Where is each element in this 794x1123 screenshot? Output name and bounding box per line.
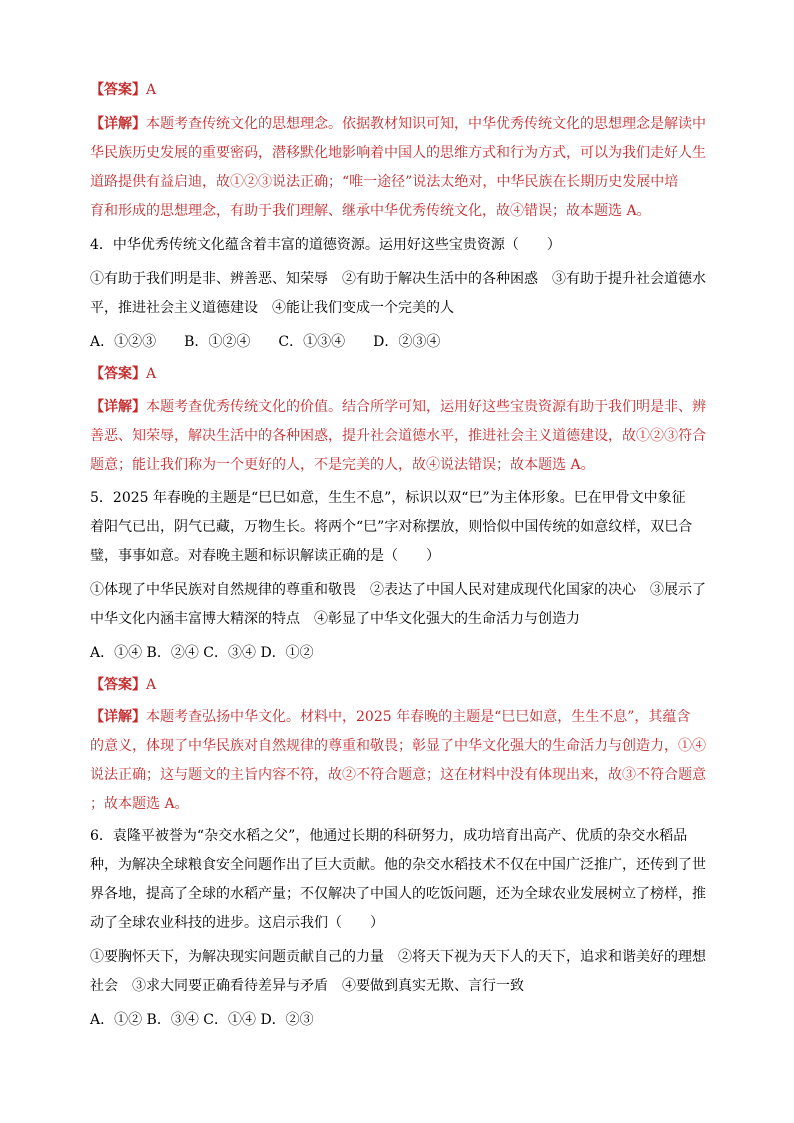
detail-line: [90, 706, 690, 728]
question-6-stem: 动了全球农业科技的进步。这启示我们（ ）: [90, 915, 384, 931]
question-6-options: A．①② B．③④ C．①④ D．②③: [90, 1012, 314, 1028]
detail-line: 的意义，体现了中华民族对自然规律的尊重和敬畏；彰显了中华文化强大的生命活力与创造力，①④: [90, 738, 706, 754]
detail-tag: 【详解】: [90, 116, 146, 132]
question-6-choices: 社会 ③求大同要正确看待差异与矛盾 ④要做到真实无欺、言行一致: [90, 978, 524, 994]
answer-tag: 【答案】: [90, 82, 146, 98]
question-6-stem: 种，为解决全球粮食安全问题作出了巨大贡献。他的杂交水稻技术不仅在中国广泛推广，还传到了世: [90, 857, 706, 873]
detail-line: [90, 113, 706, 135]
detail-line: [90, 396, 706, 418]
question-6-stem: 界各地，提高了全球的水稻产量；不仅解决了中国人的吃饭问题，还为全球农业发展树立了榜样，推: [90, 886, 706, 902]
question-6-choices: ①要胸怀天下，为解决现实问题贡献自己的力量 ②将天下视为天下人的天下，追求和谐美好的理想: [90, 949, 706, 965]
detail-text: 本题考查弘扬中华文化。材料中，2025 年春晚的主题是“巳巳如意，生生不息”，其蕴含: [146, 709, 691, 725]
question-5-choices: ①体现了中华民族对自然规律的尊重和敬畏 ②表达了中国人民对建成现代化国家的决心 ③展示了: [90, 582, 706, 598]
question-5-stem: 5．2025 年春晚的主题是“巳巳如意，生生不息”，标识以双“巳”为主体形象。巳在甲骨文中象征: [90, 490, 686, 506]
detail-line: 题意；能让我们称为一个更好的人，不是完美的人，故④说法错误；故本题选 A。: [90, 457, 595, 473]
detail-line: 道路提供有益启迪，故①②③说法正确；“唯一途径”说法太绝对，中华民族在长期历史发展中培: [90, 174, 679, 190]
question-4-choices: ①有助于我们明是非、辨善恶、知荣辱 ②有助于解决生活中的各种困惑 ③有助于提升社会道德水: [90, 271, 706, 287]
detail-line: 说法正确；这与题文的主旨内容不符，故②不符合题意；这在材料中没有体现出来，故③不符合题意: [90, 767, 706, 783]
question-4-choices: 平，推进社会主义道德建设 ④能让我们变成一个完美的人: [90, 300, 454, 316]
answer-line: [90, 674, 156, 696]
question-4-options: A．①②③ B．①②④ C．①③④ D．②③④: [90, 334, 441, 350]
question-6-stem: 6．袁隆平被誉为“杂交水稻之父”，他通过长期的科研努力，成功培育出高产、优质的杂交水稻品: [90, 828, 688, 844]
answer-value: A: [146, 677, 157, 693]
detail-tag: 【详解】: [90, 399, 146, 415]
question-4-stem: 4．中华优秀传统文化蕴含着丰富的道德资源。运用好这些宝贵资源（ ）: [90, 237, 561, 253]
detail-line: 育和形成的思想理念，有助于我们理解、继承中华优秀传统文化，故④错误；故本题选 A。: [90, 203, 651, 219]
question-5-stem: 璧，事事如意。对春晚主题和标识解读正确的是（ ）: [90, 548, 440, 564]
detail-line: ；故本题选 A。: [90, 796, 189, 812]
answer-value: A: [146, 82, 157, 98]
question-5-stem: 着阳气已出，阴气已藏，万物生长。将两个“巳”字对称摆放，则恰似中国传统的如意纹样，双巳合: [90, 519, 693, 535]
detail-text: 本题考查传统文化的思想理念。依据教材知识可知，中华优秀传统文化的思想理念是解读中: [146, 116, 706, 132]
answer-line: [90, 79, 156, 101]
detail-line: 华民族历史发展的重要密码，潜移默化地影响着中国人的思维方式和行为方式，可以为我们走好人生: [90, 145, 706, 161]
answer-tag: 【答案】: [90, 366, 146, 382]
question-5-choices: 中华文化内涵丰富博大精深的特点 ④彰显了中华文化强大的生命活力与创造力: [90, 611, 580, 627]
detail-tag: 【详解】: [90, 709, 146, 725]
detail-line: 善恶、知荣辱，解决生活中的各种困惑，提升社会道德水平，推进社会主义道德建设，故①②③符合: [90, 428, 706, 444]
detail-text: 本题考查优秀传统文化的价值。结合所学可知，运用好这些宝贵资源有助于我们明是非、辨: [146, 399, 706, 415]
answer-tag: 【答案】: [90, 677, 146, 693]
answer-value: A: [146, 366, 157, 382]
answer-line: [90, 363, 156, 385]
question-5-options: A．①④ B．②④ C．③④ D．①②: [90, 645, 314, 661]
